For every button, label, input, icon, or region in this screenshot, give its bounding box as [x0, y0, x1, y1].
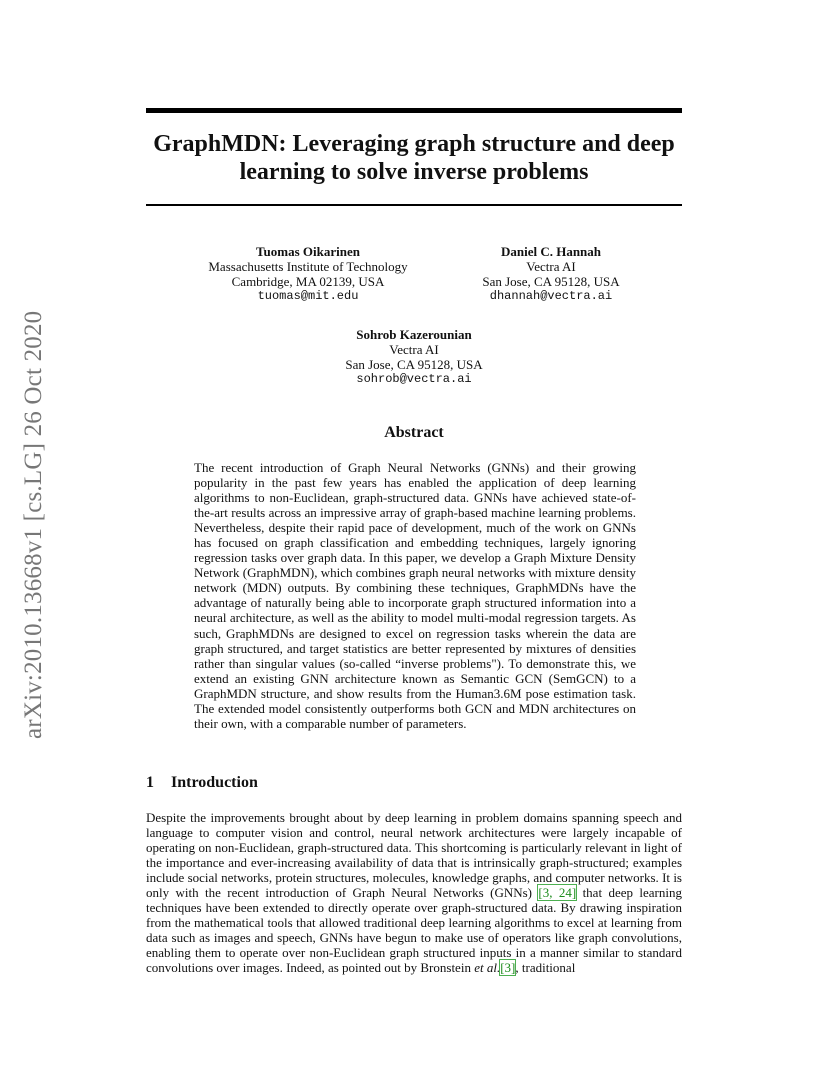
author-block-3: [300, 327, 528, 387]
author-address: Cambridge, MA 02139, USA: [231, 274, 385, 289]
intro-text-part-3: , traditional: [515, 960, 576, 976]
citation-link[interactable]: [3, 24]: [538, 885, 577, 901]
intro-text-part-1: Despite the improvements brought about by deep learning in problem domains spanning speech and language to computer vision and control, neural network architectures were largely incapable of operating on non-Euclidean, graph-structured data. This shortcoming is particularly relevant in light of the importance and ever-increasing availability of data that is intrinsically graph-structured; examples include social networks, protein structures, molecules, knowledge graphs, and computer networks. It is only with the recent introduction of Graph Neural Networks (GNNs): [146, 810, 682, 901]
section-heading-introduction: [146, 774, 682, 792]
author-block-1: [190, 244, 426, 304]
author-email[interactable]: sohrob@vectra.ai: [356, 372, 472, 386]
author-name: Sohrob Kazerounian: [356, 327, 472, 342]
author-affiliation: Massachusetts Institute of Technology: [208, 259, 408, 274]
author-affiliation: Vectra AI: [526, 259, 576, 274]
author-affiliation: Vectra AI: [389, 342, 439, 357]
section-number: 1: [146, 774, 154, 791]
author-block-2: [460, 244, 642, 304]
arxiv-identifier: arXiv:2010.13668v1 [cs.LG] 26 Oct 2020: [20, 310, 47, 740]
author-address: San Jose, CA 95128, USA: [345, 357, 483, 372]
title-top-rule: [146, 108, 682, 113]
author-name: Tuomas Oikarinen: [256, 244, 360, 259]
abstract-text: The recent introduction of Graph Neural Networks (GNNs) and their growing popularity in the past few years has enabled the application of deep learning algorithms to non-Euclidean, graph-structured data. GNNs have achieved state-of-the-art results across an impressive array of graph-based machine learning problems. Nevertheless, despite their rapid pace of development, much of the work on GNNs has focused on graph classification and embedding techniques, largely ignoring regression tasks over graph data. In this paper, we develop a Graph Mixture Density Network (GraphMDN), which combines graph neural networks with mixture density network (MDN) outputs. By combining these techniques, GraphMDNs have the advantage of naturally being able to incorporate graph structured information into a neural architecture, as well as the ability to model multi-modal regression targets. As such, GraphMDNs are designed to excel on regression tasks wherein the data are graph structured, and target statistics are better represented by mixtures of densities rather than singular values (so-called “inverse problems"). To demonstrate this, we extend an existing GNN architecture known as Semantic GCN (SemGCN) to a GraphMDN structure, and show results from the Human3.6M pose estimation task. The extended model consistently outperforms both GCN and MDN architectures on their own, with a comparable number of parameters.: [194, 460, 636, 731]
citation-link[interactable]: [3]: [500, 960, 516, 976]
author-address: San Jose, CA 95128, USA: [482, 274, 620, 289]
author-name: Daniel C. Hannah: [500, 244, 602, 259]
author-email[interactable]: dhannah@vectra.ai: [489, 289, 613, 303]
abstract-heading: Abstract: [384, 424, 444, 441]
introduction-text: [146, 810, 682, 976]
section-title: Introduction: [171, 774, 258, 791]
title-bottom-rule: [146, 204, 682, 206]
intro-text-part-2: that deep learning techniques have been extended to directly operate over graph-structured data. By drawing inspiration from the mathematical tools that allowed traditional deep learning algorithms to excel at learning from data such as images and speech, GNNs have begun to make use of operators like graph convolutions, enabling them to operate over non-Euclidean graph structured inputs in a manner similar to standard convolutions over images. Indeed, as pointed out by Bronstein: [146, 885, 682, 976]
et-al: et al.: [474, 960, 501, 976]
author-email[interactable]: tuomas@mit.edu: [257, 289, 359, 303]
paper-title: GraphMDN: Leveraging graph structure and deep learning to solve inverse problems: [153, 131, 675, 185]
